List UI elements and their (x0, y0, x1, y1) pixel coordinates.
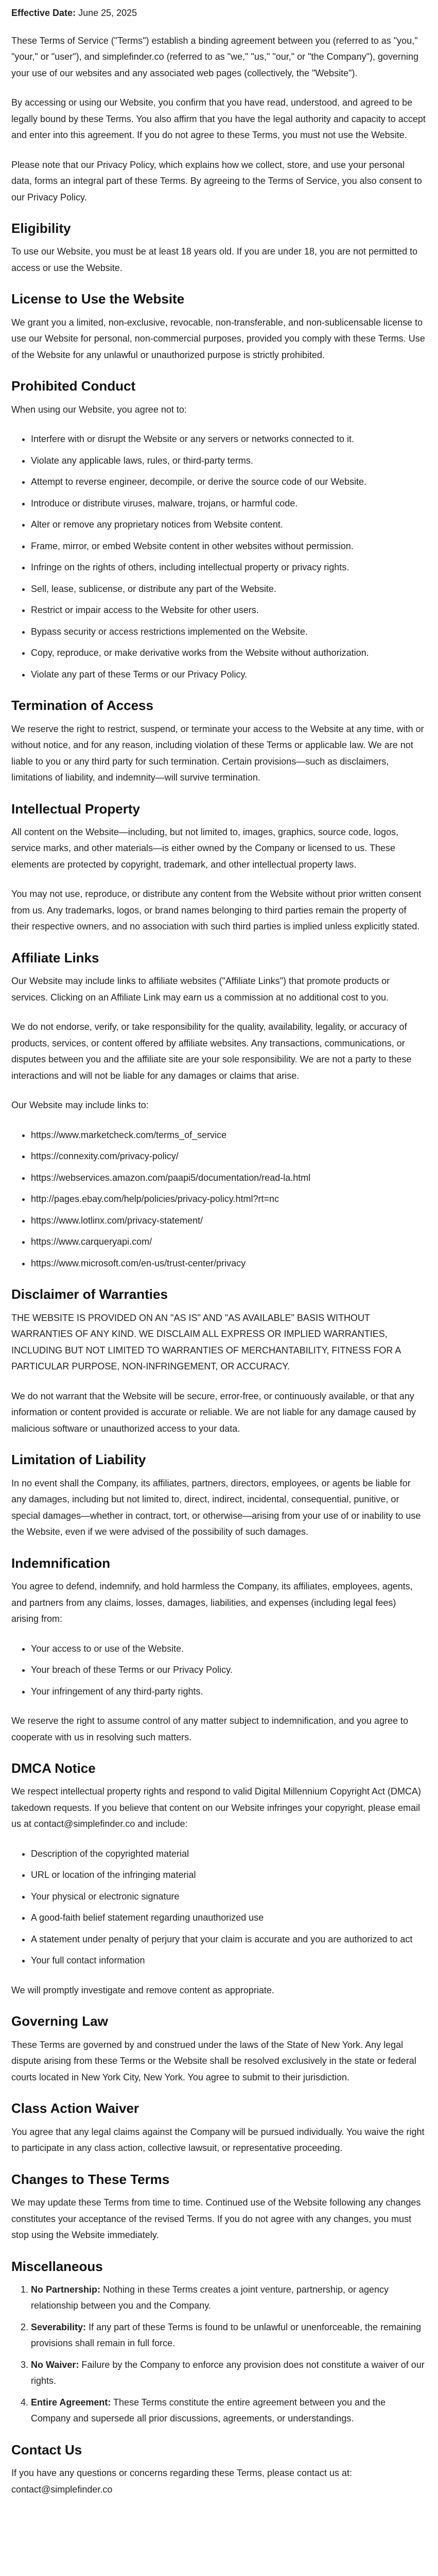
list-item: • Your access to or use of the Website. (31, 1641, 426, 1657)
misc-item-label: No Waiver: (31, 2359, 79, 2370)
list-item: • Your full contact information (31, 1953, 426, 1969)
affiliate-link[interactable]: https://www.carqueryapi.com/ (31, 1236, 152, 1247)
section-heading-dmca: DMCA Notice (11, 1760, 96, 1776)
section-heading-affiliate-links: Affiliate Links (11, 950, 99, 965)
class-action-text: You agree that any legal claims against the Company will be pursued individually. You waive the right to participate in any class action, collective lawsuit, or representative proceeding. (11, 2126, 425, 2154)
list-item: • URL or location of the infringing material (31, 1867, 426, 1884)
misc-item-text: Failure by the Company to enforce any provision does not constitute a waiver of our rights. (31, 2359, 425, 2386)
misc-item-text: If any part of these Terms is found to be unlawful or unenforceable, the remaining provisions shall remain in full force. (31, 2321, 422, 2349)
misc-item-text: Nothing in these Terms creates a joint venture, partnership, or agency relationship between you and the Company. (31, 2284, 389, 2311)
termination-text: We reserve the right to restrict, suspend, or terminate your access to the Website at any time, with or without notice, and for any reason, including violation of these Terms or applicable law. We are not liable to you or any third party for such termination. Certain provisions—such as disclaimers, limitations of liability, and indemnity—will survive termination. (11, 723, 424, 783)
list-item: • Introduce or distribute viruses, malware, trojans, or harmful code. (31, 496, 426, 512)
prohibited-intro: When using our Website, you agree not to: (11, 404, 187, 415)
misc-item-label: No Partnership: (31, 2284, 101, 2295)
liability-text: In no event shall the Company, its affiliates, partners, directors, employees, or agents be liable for any damages, including but not limited to, direct, indirect, incidental, consequential, punitive, or special damages—whether in contract, tort, or otherwise—arising from your use of or inability to use the Website, even if we were advised of the possibility of such damages. (11, 1478, 421, 1537)
list-item: • Alter or remove any proprietary notices from Website content. (31, 517, 426, 533)
list-item: • Sell, lease, sublicense, or distribute any part of the Website. (31, 581, 426, 598)
list-item: • Frame, mirror, or embed Website content in other websites without permission. (31, 538, 426, 555)
list-item (31, 2357, 426, 2389)
list-item: • Bypass security or access restrictions implemented on the Website. (31, 624, 426, 640)
section-heading-changes: Changes to These Terms (11, 2171, 170, 2187)
affiliate-link[interactable]: https://www.lotlinx.com/privacy-statement/ (31, 1215, 203, 1226)
miscellaneous-list (11, 2282, 426, 2427)
changes-text: We may update these Terms from time to time. Continued use of the Website following any changes constitutes your acceptance of the revised Terms. If you do not agree with any changes, you must stop using the Website immediately. (11, 2197, 421, 2241)
affiliate-paragraph: Our Website may include links to: (11, 1100, 149, 1111)
governing-law-text: These Terms are governed by and construed under the laws of the State of New York. Any legal dispute arising from these Terms or the Website shall be resolved exclusively in the state or federal courts located in New York City, New York. You agree to submit to their jurisdiction. (11, 2039, 416, 2082)
disclaimer-paragraph: We do not warrant that the Website will be secure, error-free, or continuously available, or that any information or content provided is accurate or reliable. We are not liable for any damage caused by malicious software or unauthorized access to your data. (11, 1391, 416, 1434)
list-item: • A statement under penalty of perjury that your claim is accurate and you are authorized to act (31, 1931, 426, 1948)
section-heading-governing-law: Governing Law (11, 2013, 108, 2029)
list-item: • Violate any part of these Terms or our Privacy Policy. (31, 667, 426, 683)
disclaimer-paragraph: THE WEBSITE IS PROVIDED ON AN "AS IS" AND "AS AVAILABLE" BASIS WITHOUT WARRANTIES OF ANY KIND. WE DISCLAIM ALL EXPRESS OR IMPLIED WARRANTIES, INCLUDING BUT NOT LIMITED TO WARRANTIES OF MERCHANTABILITY, FITNESS FOR A PARTICULAR PURPOSE, NON-INFRINGEMENT, OR ACCURACY. (11, 1312, 401, 1372)
affiliate-link[interactable]: https://www.microsoft.com/en-us/trust-center/privacy (31, 1258, 246, 1268)
list-item (31, 2319, 426, 2352)
affiliate-link[interactable]: http://pages.ebay.com/help/policies/privacy-policy.html?rt=nc (31, 1194, 279, 1205)
list-item: • Violate any applicable laws, rules, or third-party terms. (31, 453, 426, 469)
dmca-list (11, 1846, 426, 1969)
list-item (31, 1148, 426, 1165)
affiliate-link-list (11, 1127, 426, 1272)
section-heading-termination: Termination of Access (11, 698, 153, 714)
list-item: • Your infringement of any third-party rights. (31, 1684, 426, 1700)
ip-paragraph: All content on the Website—including, but not limited to, images, graphics, source code, logos, service marks, and other materials—is either owned by the Company or licensed to us. These elements are protected by copyright, trademark, and other intellectual property laws. (11, 826, 399, 870)
effective-date-value: June 25, 2025 (78, 8, 137, 18)
section-heading-miscellaneous: Miscellaneous (11, 2258, 103, 2274)
section-heading-contact: Contact Us (11, 2442, 82, 2458)
list-item (31, 1191, 426, 1208)
list-item: • Interfere with or disrupt the Website or any servers or networks connected to it. (31, 431, 426, 448)
intro-paragraph: By accessing or using our Website, you confirm that you have read, understood, and agreed to be legally bound by these Terms. You also affirm that you have the legal authority and capacity to accept and enter into this agreement. If you do not agree to these Terms, you must not use the Website. (11, 97, 426, 140)
effective-date (11, 5, 426, 22)
section-heading-indemnification: Indemnification (11, 1555, 111, 1571)
ip-paragraph: You may not use, reproduce, or distribute any content from the Website without prior written consent from us. Any trademarks, logos, or brand names belonging to third parties remain the property of their respective owners, and no association with such third parties is implied unless explicitly stated. (11, 889, 422, 932)
list-item: • Copy, reproduce, or make derivative works from the Website without authorization. (31, 645, 426, 662)
list-item: • Your physical or electronic signature (31, 1889, 426, 1905)
section-heading-disclaimer: Disclaimer of Warranties (11, 1286, 168, 1302)
list-item: • Restrict or impair access to the Website for other users. (31, 602, 426, 619)
list-item: • Attempt to reverse engineer, decompile, or derive the source code of our Website. (31, 474, 426, 490)
affiliate-link[interactable]: https://connexity.com/privacy-policy/ (31, 1151, 179, 1162)
list-item (31, 2395, 426, 2427)
dmca-intro: We respect intellectual property rights and respond to valid Digital Millennium Copyright Act (DMCA) takedown requests. If you believe that content on our Website infringes your copyright, please email us at contact@simplefinder.co and include: (11, 1786, 422, 1829)
list-item (31, 1234, 426, 1250)
affiliate-paragraph: We do not endorse, verify, or take responsibility for the quality, availability, legality, or accuracy of products, services, or content offered by affiliate websites. Any transactions, communications, or disputes between you and the affiliate site are your sole responsibility. We are not a party to these interactions and will not be liable for any damages or claims that arise. (11, 1022, 412, 1081)
affiliate-link[interactable]: https://webservices.amazon.com/paapi5/documentation/read-la.html (31, 1172, 311, 1183)
section-heading-license: License to Use the Website (11, 291, 185, 307)
indemnification-list (11, 1641, 426, 1700)
license-text: We grant you a limited, non-exclusive, revocable, non-transferable, and non-sublicensable license to use our Website for personal, non-commercial purposes, provided you comply with these Terms. Use of the Website for any unlawful or unauthorized purpose is strictly prohibited. (11, 317, 425, 360)
eligibility-text: To use our Website, you must be at least 18 years old. If you are under 18, you are not permitted to access or use the Website. (11, 246, 418, 273)
list-item (31, 1213, 426, 1229)
list-item: • A good-faith belief statement regarding unauthorized use (31, 1910, 426, 1926)
section-heading-intellectual-property: Intellectual Property (11, 801, 140, 817)
section-heading-class-action: Class Action Waiver (11, 2100, 139, 2116)
contact-email-link[interactable]: contact@simplefinder.co (11, 2484, 113, 2495)
misc-item-label: Entire Agreement: (31, 2397, 111, 2408)
contact-text (11, 2465, 426, 2498)
intro-paragraph: Please note that our Privacy Policy, which explains how we collect, store, and use your personal data, forms an integral part of these Terms. By agreeing to the Terms of Service, you also consent to our Privacy Policy. (11, 159, 422, 202)
misc-item-text: These Terms constitute the entire agreement between you and the Company and supersede all prior discussions, agreements, or understandings. (31, 2397, 386, 2424)
section-heading-prohibited: Prohibited Conduct (11, 378, 136, 394)
contact-text-pre: If you have any questions or concerns regarding these Terms, please contact us at: (11, 2468, 353, 2479)
indemnification-intro: You agree to defend, indemnify, and hold harmless the Company, its affiliates, employees, agents, and partners from any claims, losses, damages, liabilities, and expenses (including legal fees) arising from: (11, 1581, 413, 1624)
dmca-outro: We will promptly investigate and remove content as appropriate. (11, 1985, 274, 1995)
prohibited-list (11, 431, 426, 683)
section-heading-liability: Limitation of Liability (11, 1452, 146, 1468)
list-item (31, 1127, 426, 1144)
intro-paragraph: These Terms of Service ("Terms") establish a binding agreement between you (referred to as "you," "your," or "user"), and simplefinder.co (referred to as "we," "us," "our," or "the Company"), governing your use of our websites and any associated web pages (collectively, the "Website"). (11, 35, 419, 78)
list-item: • Infringe on the rights of others, including intellectual property or privacy rights. (31, 560, 426, 576)
affiliate-paragraph: Our Website may include links to affiliate websites ("Affiliate Links") that promote products or services. Clicking on an Affiliate Link may earn us a commission at no additional cost to you. (11, 976, 390, 1003)
section-heading-eligibility: Eligibility (11, 221, 71, 236)
list-item (31, 1256, 426, 1272)
effective-date-label: Effective Date: (11, 8, 76, 18)
list-item (31, 1170, 426, 1187)
misc-item-label: Severability: (31, 2321, 86, 2332)
list-item: • Description of the copyrighted material (31, 1846, 426, 1862)
list-item: • Your breach of these Terms or our Privacy Policy. (31, 1662, 426, 1679)
affiliate-link[interactable]: https://www.marketcheck.com/terms_of_service (31, 1129, 227, 1140)
indemnification-outro: We reserve the right to assume control of any matter subject to indemnification, and you agree to cooperate with us in resolving such matters. (11, 1716, 409, 1742)
list-item (31, 2282, 426, 2314)
